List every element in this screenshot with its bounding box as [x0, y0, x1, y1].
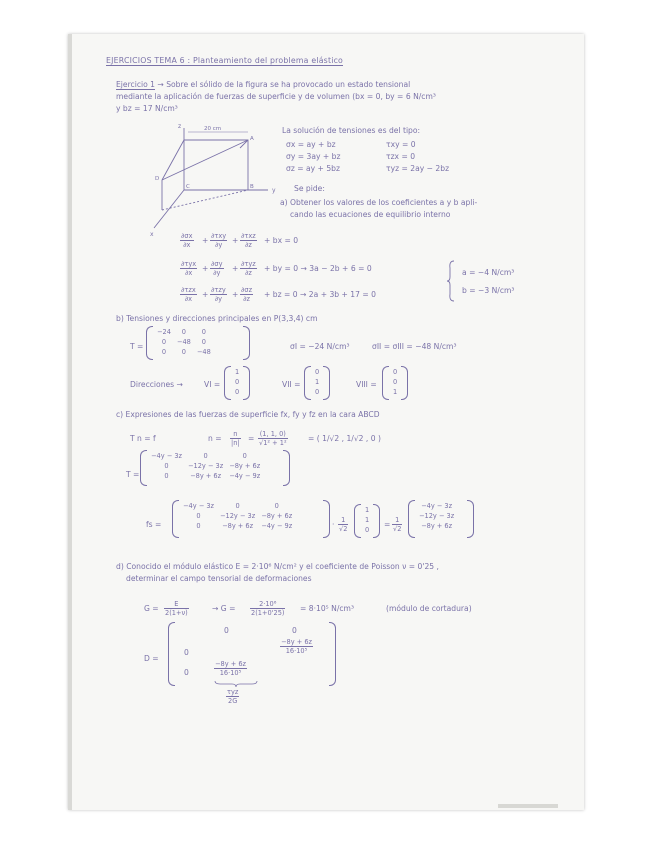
dimension-label: 20 cm — [204, 126, 222, 132]
underbrace — [214, 680, 258, 688]
axis-x-label: x — [150, 231, 154, 238]
part-a-text-1: a) Obtener los valores de los coeficientes a y b apli- — [280, 198, 478, 207]
stress-txy: τxy = 0 — [386, 140, 416, 149]
point-a: A — [250, 136, 254, 142]
v1-label: VI = — [204, 380, 221, 389]
d-symbol: D = — [144, 654, 159, 663]
g-note: (módulo de cortadura) — [386, 604, 472, 613]
directions-label: Direcciones → — [130, 380, 183, 389]
result-a: a = −4 N/cm³ — [462, 268, 515, 277]
point-d: D — [155, 176, 160, 182]
d-entry-zy: $\frac{-8y + 6z}{\text{16·10⁵}}$ — [215, 660, 246, 677]
part-c-title: c) Expresiones de las fuerzas de superficie fx, fy y fz en la cara ABCD — [116, 410, 380, 419]
g-formula: $\frac{E}{2(1+\nu)}$ — [165, 600, 188, 617]
fs-result-vector: −4y − 3z −12y − 3z −8y + 6z — [408, 500, 474, 538]
g-value: $\frac{\text{2·10⁶}}{2(1+0'25)}$ — [251, 600, 285, 617]
axis-y-label: y — [272, 187, 276, 194]
point-b: B — [250, 184, 254, 190]
result-b: b = −3 N/cm³ — [462, 286, 515, 295]
point-c: C — [186, 184, 190, 190]
exercise-statement-line-3: y bz = 17 N/cm³ — [116, 104, 178, 113]
stress-sy: σy = 3ay + bz — [286, 152, 341, 161]
axis-z-label: z — [178, 123, 182, 130]
stress-sx: σx = ay + bz — [286, 140, 336, 149]
stress-tyz: τyz = 2ay − 2bz — [386, 164, 450, 173]
v1-vector: 1 0 0 — [224, 366, 250, 400]
tensor-symbol: T = — [130, 342, 144, 351]
g-result: = 8·10⁵ N/cm³ — [300, 604, 354, 613]
solution-intro: La solución de tensiones es del tipo: — [282, 126, 421, 135]
principal-stress-matrix: −24 0 0 0 −48 0 0 0 −48 — [146, 326, 250, 360]
n-vector-fraction: $\frac{(1, 1, 0)}{\text{√1² + 1²}}$ — [259, 430, 287, 447]
fs-result-factor: $\frac{1}{√2}$ — [393, 516, 402, 533]
part-d-title-2: determinar el campo tensorial de deformaciones — [126, 574, 312, 583]
tau-over-2g: τyz 2G — [227, 688, 239, 705]
v3-label: VIII = — [356, 380, 377, 389]
n-result: = ( 1/√2 , 1/√2 , 0 ) — [308, 434, 381, 443]
exercise-label: Ejercicio 1 — [116, 80, 155, 89]
v2-label: VII = — [282, 380, 301, 389]
scan-shadow — [498, 804, 558, 808]
exercise-statement-line-1 — [116, 80, 410, 89]
t-symbol: T = — [126, 470, 140, 479]
v3-vector: 0 0 1 — [382, 366, 408, 400]
asked-label: Se pide: — [294, 184, 325, 193]
system-brace — [446, 260, 456, 302]
solid-figure — [148, 120, 288, 240]
stress-sz: σz = ay + 5bz — [286, 164, 340, 173]
part-b-title: b) Tensiones y direcciones principales en P(3,3,4) cm — [116, 314, 318, 323]
page-title: EJERCICIOS TEMA 6 : Planteamiento del problema elástico — [106, 56, 344, 65]
exercise-text-1: → Sobre el sólido de la figura se ha provocado un estado tensional — [157, 80, 411, 89]
fs-matrix: −4y − 3z 0 0 0 −12y − 3z −8y + 6z 0 −8y + 6z −4y − 9z — [172, 500, 330, 538]
fs-symbol: fs = — [146, 520, 162, 529]
notebook-page: EJERCICIOS TEMA 6 : Planteamiento del problema elástico Ejercicio 1 → Sobre el sólido de la figura se ha provocado un estado tensional mediante la aplicación de fuerzas de superficie y de volumen (bx = 0, by = 6 N/cm³ y bz = 17 N/cm³ z y x 20 cm A B C D La solución de tensiones es del tipo: σx = ay + bz τxy = 0 σy = 3ay + bz τzx = 0 σz = ay + 5bz τyz = 2ay − 2bz Se pide: a) Obtener los valores de los coeficientes a y b apli- cando las ecuaciones de equilibrio interno $\frac{\partial\sigma x}{\partial x}$ + ∂τxy ∂y + ∂τxz ∂z + bx = 0 ∂τyx ∂x + $\frac{\partial\sigma y}{\partial y}$ + ∂τyz ∂z + by = 0 → 3a − 2b + 6 = 0 ∂τzx ∂x + ∂τzy ∂y + $\frac{\partial\sigma z}{\partial z}$ + bz = 0 → 2a + 3b + 17 = 0 a = −4 N/cm³ b = −3 N/cm³ b) Tensiones y direcciones principales en P(3,3,4) cm T = −24 0 0 0 −48 0 0 0 −48 σI = −24 N/cm³ σII = σIII = −48 N/cm³ Direcciones → VI = 1 0 0 VII = 0 1 0 VIII = 0 0 1 c) Expresiones de las fuerzas de superficie fx, fy y fz en la cara ABCD T n = f n = $\frac{n}{|n|}$ = $\frac{(1, 1, 0)}{\text{√1² + 1²}}$ = ( 1/√2 , 1/√2 , 0 ) T = −4y − 3z 0 0 0 −12y − 3z −8y + 6z 0 −8y + 6z −4y − 9z fs = −4y − 3z 0 0 0 −12y − 3z −8y + 6z 0 −8y + 6z −4y − 9z · $\frac{1}{√2}$ 1 1 0 = $\frac{1}{√2}$ −4y − 3z −12y − 3z −8y + 6z d) Conocido el módulo elástico E = 2·10⁶ N/cm² y el coeficiente de Poisson ν = 0'25 , determinar el campo tensorial de deformaciones G = $\frac{E}{2(1+\nu)}$ → G = $\frac{\text{2·10⁶}}{2(1+0'25)}$ = 8·10⁵ N/cm³ (módulo de cortadura) D = 0 0 0 $\frac{-8y + 6z}{\text{16·10⁵}}$ 0 $\frac{-8y + 6z}{\text{16·10⁵}}$ τyz 2G — [68, 34, 584, 810]
t-matrix: −4y − 3z 0 0 0 −12y − 3z −8y + 6z 0 −8y + 6z −4y − 9z — [140, 450, 290, 486]
exercise-statement-line-2: mediante la aplicación de fuerzas de superficie y de volumen (bx = 0, by = 6 N/cm³ — [116, 92, 436, 101]
part-d-title-1: d) Conocido el módulo elástico E = 2·10⁶ N/cm² y el coeficiente de Poisson ν = 0'25 , — [116, 562, 439, 571]
d-entry-yz: $\frac{-8y + 6z}{\text{16·10⁵}}$ — [281, 638, 312, 655]
fs-normal-vector: 1 1 0 — [354, 504, 380, 538]
g-label: G = — [144, 604, 159, 613]
fs-factor: $\frac{1}{√2}$ — [339, 516, 348, 533]
tn-equals-f: T n = f — [130, 434, 156, 443]
n-definition: n = — [208, 434, 222, 443]
stress-tzx: τzx = 0 — [386, 152, 416, 161]
page-edge — [68, 34, 72, 810]
v2-vector: 0 1 0 — [304, 366, 330, 400]
sigma-2-3: σII = σIII = −48 N/cm³ — [372, 342, 457, 351]
n-unit-fraction: $\frac{n}{|n|}$ — [231, 430, 240, 447]
sigma-1: σI = −24 N/cm³ — [290, 342, 350, 351]
part-a-text-2: cando las ecuaciones de equilibrio interno — [290, 210, 451, 219]
